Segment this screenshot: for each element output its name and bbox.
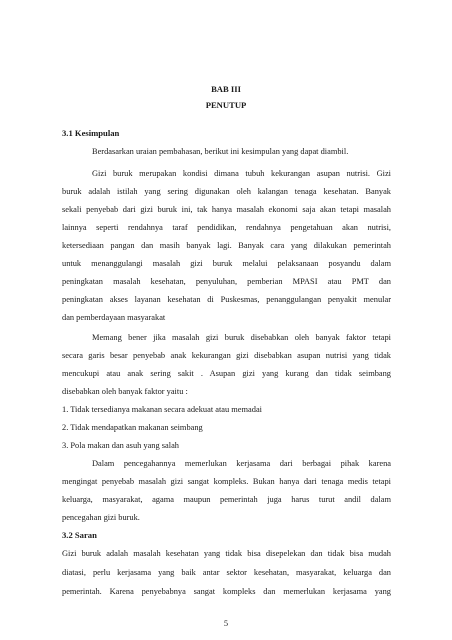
paragraph-line: ketersediaan pangan dan masih banyak lagi. Banyak cara yang dilakukan pemerintah [62, 241, 391, 250]
paragraph-line: pencegahan gizi buruk. [62, 513, 140, 522]
paragraph-line: disebabkan oleh banyak faktor yaitu : [62, 387, 188, 396]
paragraph-line: mengingat penyebab masalah gizi sangat kompleks. Bukan hanya dari tenaga medis tetapi [62, 477, 391, 486]
paragraph-line: Memang bener jika masalah gizi buruk disebabkan oleh banyak faktor tetapi [92, 333, 391, 342]
page-number: 5 [223, 619, 229, 628]
paragraph-line: Gizi buruk merupakan kondisi dimana tubuh kekurangan asupan nutrisi. Gizi [92, 169, 391, 178]
paragraph-line: Berdasarkan uraian pembahasan, berikut ini kesimpulan yang dapat diambil. [92, 147, 349, 156]
section-heading-kesimpulan: 3.1 Kesimpulan [62, 128, 120, 138]
paragraph-line: mencukupi atau anak sering sakit . Asupan gizi yang kurang dan tidak seimbang [62, 369, 391, 378]
paragraph-line: pemerintah. Karena penyebabnya sangat kompleks dan memerlukan kerjasama yang [62, 587, 391, 596]
paragraph-line: peningkatan masalah kesehatan, penyuluhan, pemberian MPASI atau PMT dan [62, 277, 391, 286]
paragraph-line: buruk adalah istilah yang sering digunakan oleh kalangan tenaga kesehatan. Banyak [62, 187, 391, 196]
paragraph-line: untuk menanggulangi masalah gizi buruk melalui pelaksanaan posyandu dalam [62, 259, 391, 268]
paragraph-line: keluarga, masyarakat, agama maupun pemerintah juga harus turut andil dalam [62, 495, 391, 504]
paragraph-line: peningkatan akses layanan kesehatan di Puskesmas, penanggulangan penyakit menular [62, 295, 391, 304]
paragraph-line: Gizi buruk adalah masalah kesehatan yang tidak bisa disepelekan dan tidak bisa mudah [62, 549, 391, 558]
list-item: 3. Pola makan dan asuh yang salah [62, 441, 179, 450]
chapter-number: BAB III [211, 84, 241, 94]
paragraph-line: secara garis besar penyebab anak kekurangan gizi disebabkan asupan nutrisi yang tidak [62, 351, 391, 360]
chapter-title: PENUTUP [205, 100, 247, 110]
paragraph-line: Dalam pencegahannya memerlukan kerjasama dari berbagai pihak karena [92, 459, 391, 468]
section-heading-saran: 3.2 Saran [62, 530, 97, 540]
paragraph-line: sekali penyebab dari gizi buruk ini, tak hanya masalah ekonomi saja akan tetapi masalah [62, 205, 391, 214]
list-item: 2. Tidak mendapatkan makanan seimbang [62, 423, 203, 432]
paragraph-line: diatasi, perlu kerjasama yang baik antar sektor kesehatan, masyarakat, keluarga dan [62, 568, 391, 577]
paragraph-line: dan pemberdayaan masyarakat [62, 313, 166, 322]
paragraph-line: lainnya seperti rendahnya taraf pendidikan, rendahnya pengetahuan akan nutrisi, [62, 223, 391, 232]
list-item: 1. Tidak tersedianya makanan secara adekuat atau memadai [62, 405, 262, 414]
